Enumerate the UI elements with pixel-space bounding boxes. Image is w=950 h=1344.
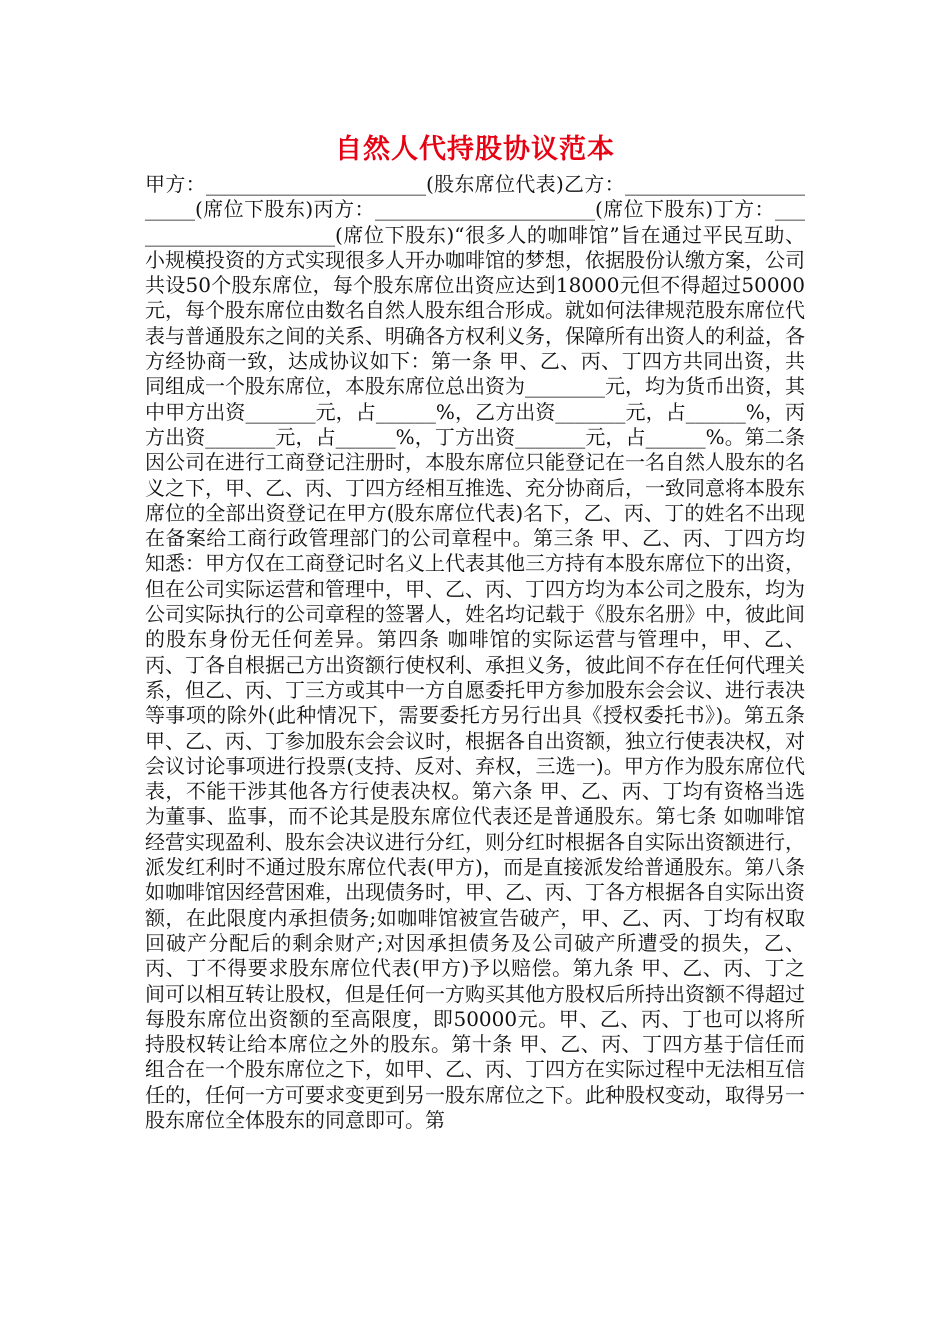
document-title: 自然人代持股协议范本 [335,134,615,165]
document-body: 甲方：______________________(股东席位代表)乙方：_______________________(席位下股东)丙方：______________________(席位下股东)丁方：______________________(席位下股东)“很多人的咖啡馆”旨在通过平民互助、小规模投资的方式实现很多人开办咖啡馆的梦想，依据股份认缴方案，公司共设50个股东席位，每个股东席位出资应达到18000元但不得超过50000元，每个股东席位由数名自然人股东组合形成。就如何法律规范股东席位代表与普通股东之间的关系、明确各方权利义务，保障所有出资人的利益，各方经协商一致，达成协议如下：第一条 甲、乙、丙、丁四方共同出资，共同组成一个股东席位，本股东席位总出资为________元，均为货币出资，其中甲方出资_______元，占______%，乙方出资_______元，占______%，丙方出资_______元，占______%，丁方出资_______元，占______%。第二条 因公司在进行工商登记注册时，本股东席位只能登记在一名自然人股东的名义之下，甲、乙、丙、丁四方经相互推选、充分协商后，一致同意将本股东席位的全部出资登记在甲方(股东席位代表)名下，乙、丙、丁的姓名不出现在备案给工商行政管理部门的公司章程中。第三条 甲、乙、丙、丁四方均知悉：甲方仅在工商登记时名义上代表其他三方持有本股东席位下的出资，但在公司实际运营和管理中，甲、乙、丙、丁四方均为本公司之股东，均为公司实际执行的公司章程的签署人，姓名均记载于《股东名册》中，彼此间的股东身份无任何差异。第四条 咖啡馆的实际运营与管理中，甲、乙、丙、丁各自根据己方出资额行使权利、承担义务，彼此间不存在任何代理关系，但乙、丙、丁三方或其中一方自愿委托甲方参加股东会会议、进行表决等事项的除外(此种情况下，需要委托方另行出具《授权委托书》)。第五条 甲、乙、丙、丁参加股东会会议时，根据各自出资额，独立行使表决权，对会议讨论事项进行投票(支持、反对、弃权，三选一)。甲方作为股东席位代表，不能干涉其他各方行使表决权。第六条 甲、乙、丙、丁均有资格当选为董事、监事，而不论其是股东席位代表还是普通股东。第七条 如咖啡馆经营实现盈利、股东会决议进行分红，则分红时根据各自实际出资额进行，派发红利时不通过股东席位代表(甲方)，而是直接派发给普通股东。第八条 如咖啡馆因经营困难，出现债务时，甲、乙、丙、丁各方根据各自实际出资额，在此限度内承担债务;如咖啡馆被宣告破产，甲、乙、丙、丁均有权取回破产分配后的剩余财产;对因承担债务及公司破产所遭受的损失，乙、丙、丁不得要求股东席位代表(甲方)予以赔偿。第九条 甲、乙、丙、丁之间可以相互转让股权，但是任何一方购买其他方股权后所持出资额不得超过每股东席位出资额的至高限度，即50000元。甲、乙、丙、丁也可以将所持股权转让给本席位之外的股东。第十条 甲、乙、丙、丁四方基于信任而组合在一个股东席位之下，如甲、乙、丙、丁四方在实际过程中无法相互信任的，任何一方可要求变更到另一股东席位之下。此种股权变动，取得另一股东席位全体股东的同意即可。第 [145,172,805,1132]
